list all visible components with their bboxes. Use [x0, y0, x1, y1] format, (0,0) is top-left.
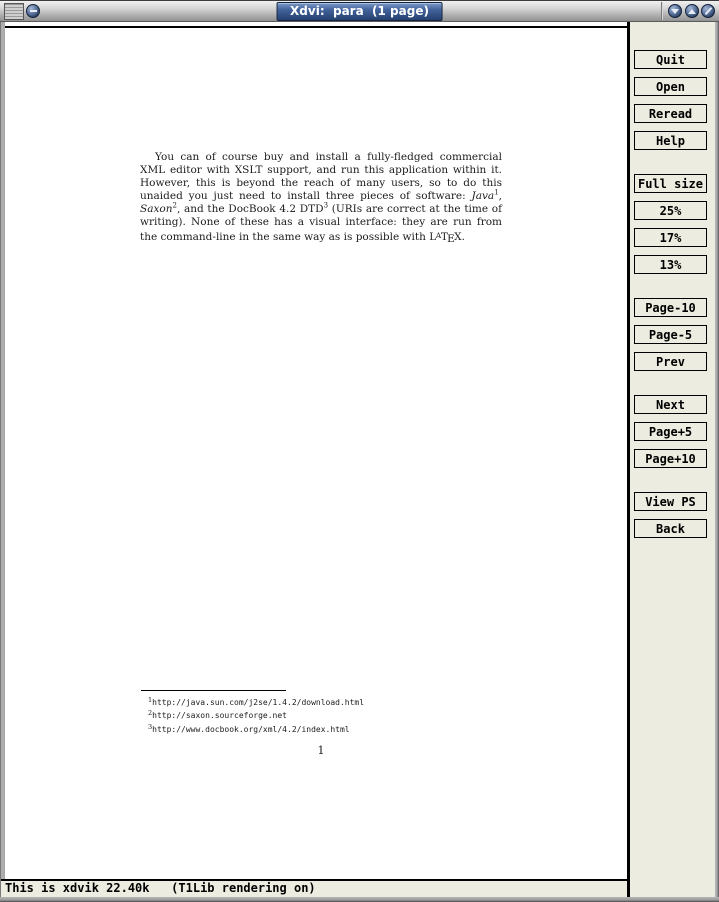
sidebar-button-group-3 [630, 395, 715, 468]
footnote-url: http://java.sun.com/j2se/1.4.2/download.html [152, 697, 365, 707]
minus-icon [30, 10, 37, 12]
triangle-up-icon [688, 9, 696, 14]
footnote-marker: 1 [494, 188, 499, 197]
app-icon[interactable] [4, 3, 24, 20]
sidebar-button-group-1 [630, 174, 715, 274]
footnote-list [141, 695, 521, 735]
footnote-line [141, 708, 521, 721]
sidebar-button-back[interactable]: Back [634, 519, 707, 538]
sidebar-button-open[interactable]: Open [634, 77, 707, 96]
window-frame-bottom [0, 897, 719, 902]
titlebar-separator [661, 2, 662, 20]
footnote-marker: 3 [323, 201, 329, 210]
paragraph-text: You can of course buy and install a fully-fledged commercial XML editor with XSLT support, and run this application within it. However, this is beyond the reach of many users, so to do this unaided you just need to install three pieces of software: [140, 151, 502, 202]
status-bar: This is xdvik 22.40k (T1Lib rendering on) [1, 879, 627, 897]
sidebar [630, 22, 715, 897]
triangle-down-icon [671, 9, 679, 14]
footnote-number: 2 [148, 709, 153, 718]
slash-icon [704, 7, 712, 15]
titlebar[interactable] [0, 0, 719, 22]
italic-term: Saxon [140, 203, 173, 215]
paragraph-text: , [498, 190, 502, 202]
sidebar-button-page-5[interactable]: Page-5 [634, 325, 707, 344]
sidebar-button-group-2 [630, 298, 715, 371]
minimize-button[interactable] [668, 4, 682, 18]
window-frame-right [715, 22, 719, 897]
sidebar-button-25-[interactable]: 25% [634, 201, 707, 220]
italic-term: Java [471, 190, 495, 202]
footnote-marker: 2 [172, 201, 177, 210]
sidebar-button-13-[interactable]: 13% [634, 255, 707, 274]
sidebar-button-17-[interactable]: 17% [634, 228, 707, 247]
sidebar-button-page-10[interactable]: Page-10 [634, 298, 707, 317]
canvas-top-border [5, 26, 627, 28]
footnote-rule [141, 690, 286, 691]
window-title[interactable]: Xdvi: para (1 page) [276, 2, 443, 21]
document-paragraph [140, 151, 502, 246]
page-number: 1 [317, 744, 325, 757]
sidebar-button-prev[interactable]: Prev [634, 352, 707, 371]
window-menu-button[interactable] [26, 4, 40, 18]
latex-logo: $L^ATEX$ [429, 231, 462, 246]
sidebar-button-quit[interactable]: Quit [634, 50, 707, 69]
close-button[interactable] [701, 4, 715, 18]
footnote-url: http://saxon.sourceforge.net [152, 711, 287, 721]
sidebar-button-view-ps[interactable]: View PS [634, 492, 707, 511]
sidebar-button-reread[interactable]: Reread [634, 104, 707, 123]
sidebar-button-page-10[interactable]: Page+10 [634, 449, 707, 468]
maximize-button[interactable] [685, 4, 699, 18]
footnote-line [141, 695, 521, 708]
sidebar-button-group-0 [630, 50, 715, 150]
footnote-line [141, 722, 521, 735]
sidebar-button-full-size[interactable]: Full size [634, 174, 707, 193]
sidebar-button-help[interactable]: Help [634, 131, 707, 150]
paragraph-text: , and the DocBook 4.2 DTD [176, 203, 324, 215]
paragraph-text: . [461, 231, 465, 244]
footnote-url: http://www.docbook.org/xml/4.2/index.html [152, 724, 350, 734]
footnote-number: 1 [148, 696, 153, 704]
footnote-number: 3 [148, 722, 153, 731]
sidebar-button-page-5[interactable]: Page+5 [634, 422, 707, 441]
sidebar-button-next[interactable]: Next [634, 395, 707, 414]
paragraph-text: (URIs are correct at the time of writing). None of these has a visual interface: they are run from the command-line in the same way as is possible with [140, 203, 502, 244]
sidebar-button-group-4 [630, 492, 715, 538]
